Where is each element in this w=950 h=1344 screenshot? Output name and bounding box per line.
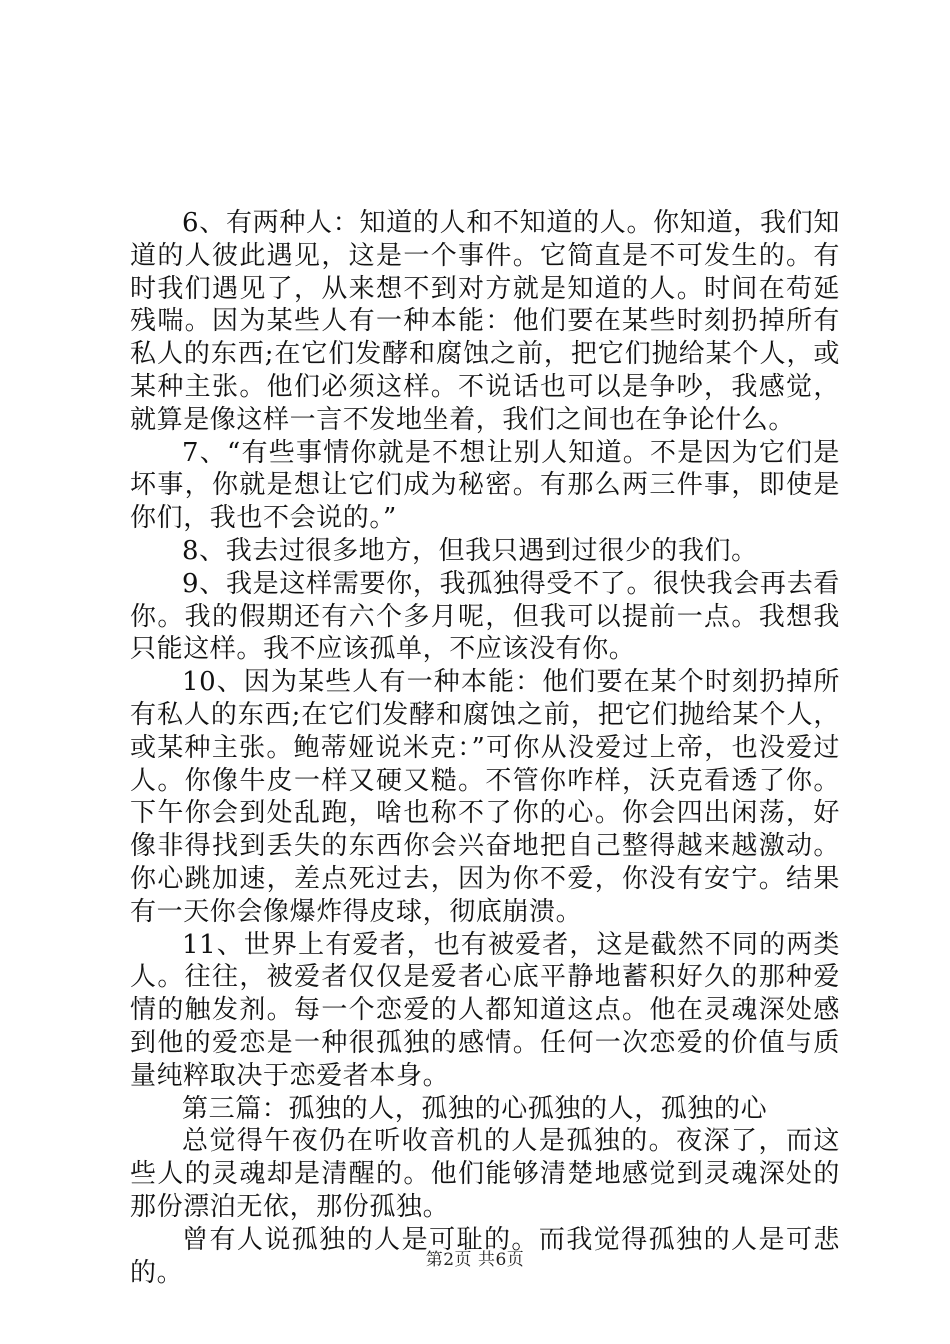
paragraph-7: 7、“有些事情你就是不想让别人知道。不是因为它们是坏事，你就是想让它们成为秘密。有那么两三件事，即使是你们，我也不会说的。” (130, 437, 840, 534)
paragraph-9: 9、我是这样需要你，我孤独得受不了。很快我会再去看你。我的假期还有六个多月呢，但我可以提前一点。我想我只能这样。我不应该孤单，不应该没有你。 (130, 568, 840, 665)
paragraph-6: 6、有两种人：知道的人和不知道的人。你知道，我们知道的人彼此遇见，这是一个事件。它简直是不可发生的。有时我们遇见了，从来想不到对方就是知道的人。时间在苟延残喘。因为某些人有一种本能：他们要在某些时刻扔掉所有私人的东西;在它们发酵和腐蚀之前，把它们抛给某个人，或某种主张。他们必须这样。不说话也可以是争吵，我感觉，就算是像这样一言不发地坐着，我们之间也在争论什么。 (130, 208, 840, 435)
section-paragraph-1: 总觉得午夜仍在听收音机的人是孤独的。夜深了，而这些人的灵魂却是清醒的。他们能够清楚地感觉到灵魂深处的那份漂泊无依，那份孤独。 (130, 1126, 840, 1222)
section-paragraph-2: 曾有人说孤独的人是可耻的。而我觉得孤独的人是可悲的。 (130, 1224, 840, 1288)
paragraph-8: 8、我去过很多地方，但我只遇到过很少的我们。 (182, 535, 758, 566)
paragraph-10: 10、因为某些人有一种本能：他们要在某个时刻扔掉所有私人的东西;在它们发酵和腐蚀之前，把它们抛给某个人，或某种主张。鲍蒂娅说米克：”可你从没爱过上帝，也没爱过人。你像牛皮一样又硬又糙。不管你咋样，沃克看透了你。下午你会到处乱跑，啥也称不了你的心。你会四出闲荡，好像非得找到丢失的东西你会兴奋地把自己整得越来越激动。你心跳加速，差点死过去，因为你不爱，你没有安宁。结果有一天你会像爆炸得皮球，彻底崩溃。 (130, 667, 840, 927)
paragraph-11: 11、世界上有爱者，也有被爱者，这是截然不同的两类人。往往，被爱者仅仅是爱者心底平静地蓄积好久的那种爱情的触发剂。每一个恋爱的人都知道这点。他在灵魂深处感到他的爱恋是一种很孤独的感情。任何一次恋爱的价值与质量纯粹取决于恋爱者本身。 (130, 929, 840, 1091)
page-footer: 第2页 共6页 (425, 1250, 525, 1270)
section-title: 第三篇：孤独的人，孤独的心孤独的人，孤独的心 (182, 1093, 768, 1124)
document-body (130, 207, 840, 1289)
